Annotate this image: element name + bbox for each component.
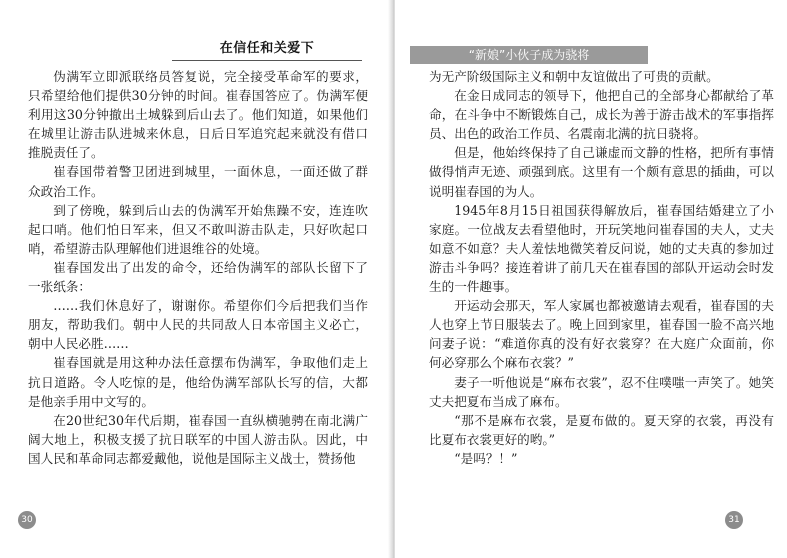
paragraph: 但是，他始终保持了自己谦虚而文静的性格，把所有事情做得悄声无迹、顽强到底。这里有一个颇有意思的插曲，可以说明崔春国的为人。 <box>429 145 774 199</box>
paragraph: 在金日成同志的领导下，他把自己的全部身心都献给了革命，在斗争中不断锻炼自己，成长为善于游击战术的军事指挥员、出色的政治工作员、名震南北满的抗日骁将。 <box>429 88 774 142</box>
running-head-left: 在信任和关爱下 <box>219 41 315 56</box>
paragraph: 崔春国带着警卫团进到城里，一面休息，一面还做了群众政治工作。 <box>28 164 368 199</box>
page-number-right: 31 <box>725 511 743 529</box>
paragraph: 伪满军立即派联络员答复说，完全接受革命军的要求，只希望给他们提供30分钟的时间。崔春国答应了。伪满军便利用这30分钟撤出土城躲到后山去了。他们知道，如果他们在城里让游击队进城来休息，日后日军追究起来就没有借口推脱责任了。 <box>28 69 368 161</box>
paragraph: 在20世纪30年代后期，崔春国一直纵横驰骋在南北满广阔大地上，积极支援了抗日联军的中国人游击队。因此，中国人民和革命同志都爱戴他，说他是国际主义战士，赞扬他 <box>28 412 368 466</box>
left-page <box>0 0 392 558</box>
left-body-text <box>28 67 368 468</box>
paragraph: ……我们休息好了，谢谢你。希望你们今后把我们当作朋友，帮助我们。朝中人民的共同敌人日本帝国主义必亡，朝中人民必胜…… <box>28 298 368 352</box>
continuation-line: 为无产阶级国际主义和朝中友谊做出了可贵的贡献。 <box>429 69 719 84</box>
paragraph: 1945年8月15日祖国获得解放后，崔春国结婚建立了小家庭。一位战友去看望他时，开玩笑地问崔春国的夫人，丈夫如意不如意？夫人羞怯地微笑着反问说，她的丈夫真的参加过游击斗争吗？接连着讲了前几天在崔春国的部队开运动会时发生的一件趣事。 <box>429 202 774 295</box>
paragraph: 崔春国发出了出发的命令，还给伪满军的部队长留下了一张纸条： <box>28 259 368 295</box>
paragraph: “那不是麻布衣裳，是夏布做的。夏天穿的衣裳，再没有比夏布衣裳更好的哟。” <box>429 412 774 447</box>
paragraph: 妻子一听他说是“麻布衣裳”，忍不住噗嗤一声笑了。她笑丈夫把夏布当成了麻布。 <box>429 374 774 409</box>
running-head-rule <box>172 60 362 61</box>
running-head-right: “新娘”小伙子成为骁将 <box>410 46 648 64</box>
right-page <box>395 0 787 558</box>
paragraph: “是吗？！” <box>454 450 518 466</box>
paragraph: 崔春国就是用这种办法任意摆布伪满军，争取他们走上抗日道路。令人吃惊的是，他给伪满军部队长写的信，大都是他亲手用中文写的。 <box>28 355 368 409</box>
paragraph: 到了傍晚，躲到后山去的伪满军开始焦躁不安，连连吹起口哨。他们怕日军来，但又不敢叫游击队走，只好吹起口哨，希望游击队理解他们进退维谷的处境。 <box>28 202 368 256</box>
right-body-text <box>429 67 774 468</box>
paragraph: 开运动会那天，军人家属也都被邀请去观看，崔春国的夫人也穿上节日服装去了。晚上回到家里，崔春国一脸不高兴地问妻子说：“难道你真的没有好衣裳穿？在大庭广众面前，你何必穿那么个麻布衣裳？” <box>429 298 774 371</box>
page-number-left: 30 <box>18 511 36 529</box>
